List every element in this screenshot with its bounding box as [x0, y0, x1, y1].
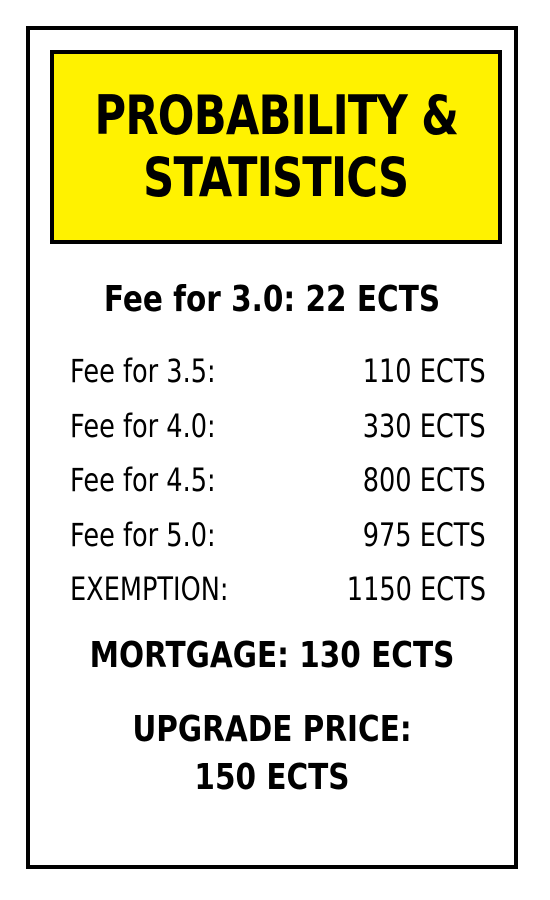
fee-value: 975 ECTS	[363, 515, 486, 554]
fee-label: Fee for 5.0:	[70, 515, 216, 554]
fee-row	[70, 348, 486, 403]
fee-label: Fee for 4.0:	[70, 406, 216, 445]
fee-row	[70, 403, 486, 458]
property-card	[26, 26, 518, 869]
mortgage-value: MORTGAGE: 130 ECTS	[89, 635, 455, 676]
fee-row	[70, 457, 486, 512]
exemption-row	[70, 566, 486, 621]
fee-value: 110 ECTS	[363, 352, 486, 390]
base-fee: Fee for 3.0: 22 ECTS	[103, 279, 441, 320]
fee-table	[70, 348, 486, 621]
fee-value: 1150 ECTS	[346, 570, 486, 608]
fee-label: Fee for 4.5:	[70, 461, 216, 499]
fee-value: 800 ECTS	[363, 461, 486, 499]
upgrade-label: UPGRADE PRICE:	[132, 709, 412, 750]
fee-value: 330 ECTS	[363, 406, 486, 445]
fee-label: Fee for 3.5:	[70, 352, 216, 390]
upgrade-value: 150 ECTS	[194, 757, 350, 798]
title-line-1: PROBABILITY &	[94, 84, 458, 147]
title-line-2: STATISTICS	[143, 146, 409, 209]
fee-label: EXEMPTION:	[70, 570, 229, 608]
upgrade-price	[74, 706, 471, 802]
fee-row	[70, 512, 486, 567]
title-band	[50, 50, 502, 244]
